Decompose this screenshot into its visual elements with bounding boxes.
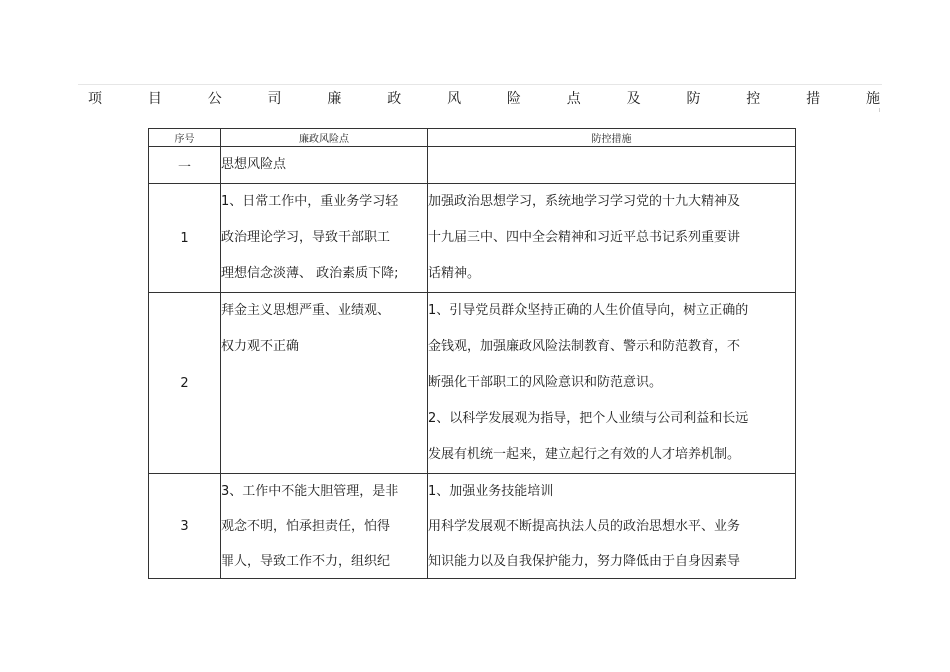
title-char: 政 — [387, 91, 402, 107]
risk-line: 理想信念淡薄、 政治素质下降; — [221, 266, 399, 281]
measure-line: 发展有机统一起来，建立起行之有效的人才培养机制。 — [428, 447, 741, 462]
row-risk — [221, 474, 428, 579]
title-char: 险 — [506, 91, 521, 107]
measure-line: 金钱观，加强廉政风险法制教育、警示和防范教育，不 — [428, 339, 741, 354]
measure-line: 用科学发展观不断提高执法人员的政治思想水平、业务 — [428, 519, 741, 534]
header-measure: 防控措施 — [428, 129, 796, 147]
risk-line: 观念不明，怕承担责任，怕得 — [221, 519, 391, 534]
header-no: 序号 — [149, 129, 221, 147]
category-risk: 思想风险点 — [221, 147, 428, 184]
title-char: 及 — [626, 91, 641, 107]
title-char: 控 — [746, 91, 761, 107]
title-char: 措 — [806, 91, 821, 107]
risk-line: 罪人，导致工作不力，组织纪 — [221, 554, 391, 569]
title-char: 点 — [566, 91, 581, 107]
measure-line: 2、以科学发展观为指导，把个人业绩与公司利益和长远 — [428, 411, 749, 426]
risk-line: 3、工作中不能大胆管理，是非 — [221, 484, 399, 499]
measure-line: 1、加强业务技能培训 — [428, 484, 554, 499]
table-row — [149, 293, 796, 474]
risk-line: 拜金主义思想严重、业绩观、 — [221, 303, 391, 318]
table-row — [149, 474, 796, 579]
risk-line: 1、日常工作中，重业务学习轻 — [221, 194, 399, 209]
category-row — [149, 147, 796, 184]
row-no: 1 — [149, 184, 221, 293]
title-char: 廉 — [327, 91, 342, 107]
risk-table — [148, 128, 796, 579]
risk-line: 政治理论学习，导致干部职工 — [221, 230, 391, 245]
row-no: 2 — [149, 293, 221, 474]
measure-line: 十九届三中、四中全会精神和习近平总书记系列重要讲 — [428, 230, 741, 245]
title-char: 防 — [686, 91, 701, 107]
measure-line: 加强政治思想学习，系统地学习学习党的十九大精神及 — [428, 194, 741, 209]
table-row — [149, 184, 796, 293]
title-char: 施 — [865, 91, 880, 107]
table-header-row — [149, 129, 796, 147]
measure-line: 1、引导党员群众坚持正确的人生价值导向，树立正确的 — [428, 303, 749, 318]
measure-line: 话精神。 — [428, 266, 481, 281]
category-measure — [428, 147, 796, 184]
row-risk — [221, 293, 428, 474]
title-char: 项 — [88, 91, 102, 107]
document-title — [88, 88, 880, 108]
top-rule — [78, 84, 882, 85]
measure-line: 断强化干部职工的风险意识和防范意识。 — [428, 375, 663, 390]
title-char: 司 — [267, 91, 282, 107]
title-char: 目 — [147, 91, 162, 107]
title-char: 公 — [207, 91, 222, 107]
measure-line: 知识能力以及自我保护能力，努力降低由于自身因素导 — [428, 554, 741, 569]
title-char: 风 — [447, 91, 462, 107]
row-measure — [428, 184, 796, 293]
header-risk: 廉政风险点 — [221, 129, 428, 147]
row-measure — [428, 293, 796, 474]
row-no: 3 — [149, 474, 221, 579]
title-tick — [879, 108, 880, 112]
category-no: 一 — [149, 147, 221, 184]
row-measure — [428, 474, 796, 579]
risk-line: 权力观不正确 — [221, 339, 300, 354]
row-risk — [221, 184, 428, 293]
